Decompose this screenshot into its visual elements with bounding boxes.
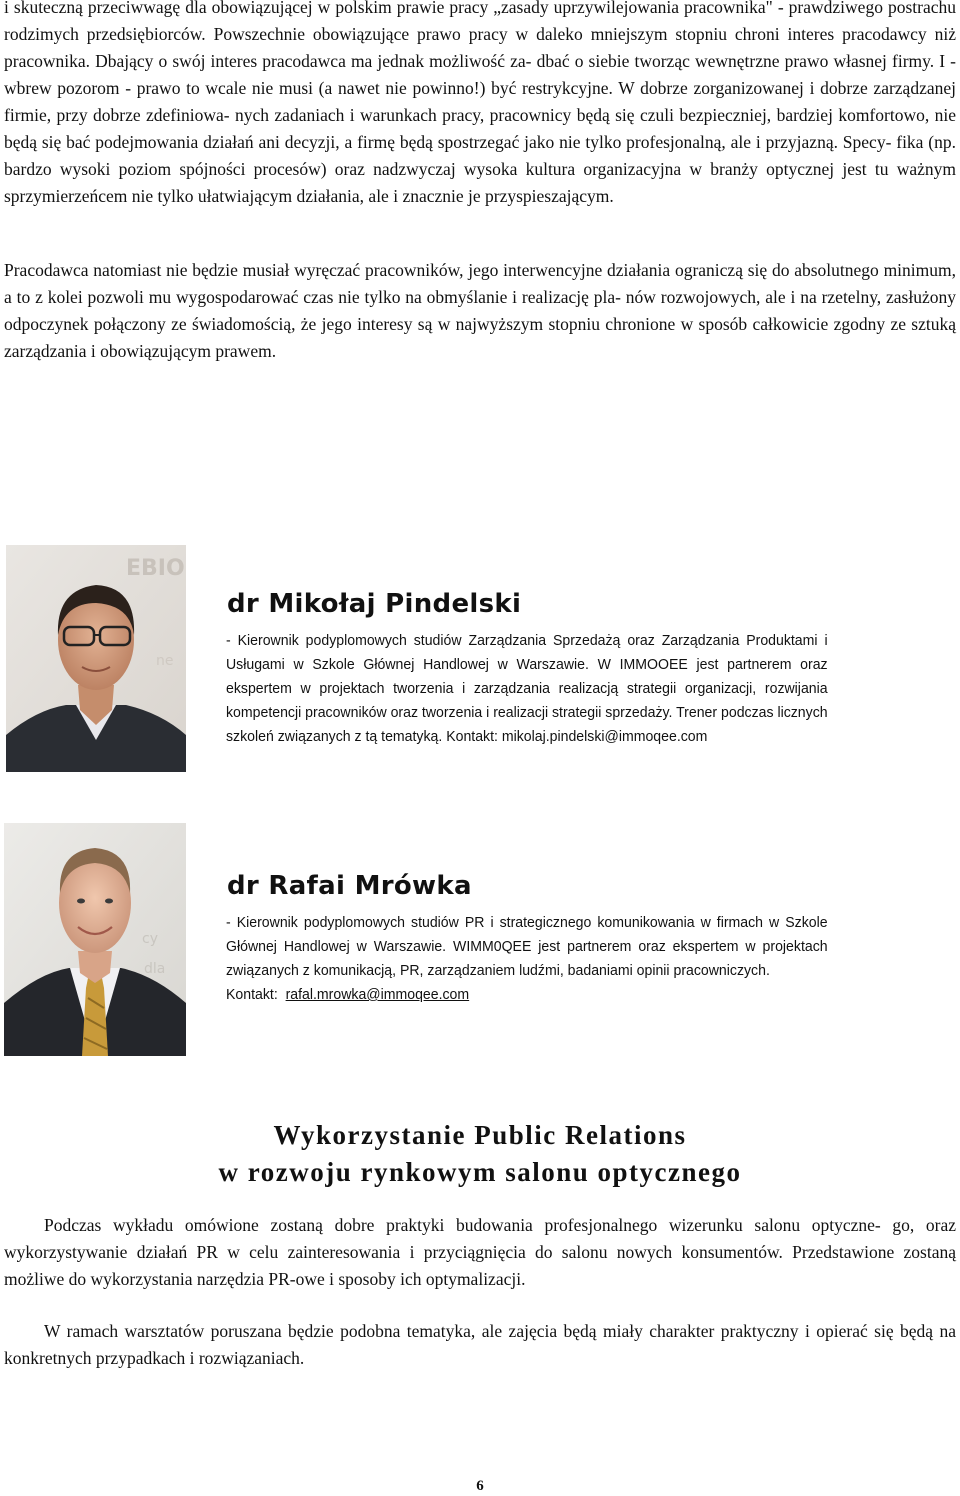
section-paragraph-2: W ramach warsztatów poruszana będzie podobna tematyka, ale zajęcia będą miały charakter praktyczny i opierać się będą na konkretnych przypadkach i rozwiązaniach. <box>4 1321 956 1368</box>
speaker-bio-2-text: - Kierownik podyplomowych studiów PR i strategicznego komunikowania w firmach w Szkole Głównej Handlowej w Warszawie. WIMM0QEE jest partnerem oraz ekspertem w projektach związanych z komunikacją, PR, zarządzaniem ludźmi, badaniami opinii pracowniczych. <box>226 914 828 979</box>
speaker-name-2: dr Rafai Mrówka <box>227 871 472 901</box>
svg-text:EBIO: EBIO <box>126 556 185 581</box>
intro-paragraph-2: Pracodawca natomiast nie będzie musiał wyręczać pracowników, jego interwencyjne działania ograniczą się do absolutnego minimum, a to z kolei pozwoli mu wygospodarować czas nie tylko na obmyślanie i realizację pla- nów rozwojowych, ale i na rzetelny, zasłużony odpoczynek połączony ze świadomością, że jego interesy są w najwyższym stopniu chronione w sposób całkowicie zgodny ze sztuką zarządzania i obowiązującym prawem. <box>4 260 956 361</box>
page-number: 6 <box>476 1478 484 1494</box>
section-title-line-1: Wykorzystanie Public Relations <box>273 1120 687 1150</box>
speaker-bio-2 <box>226 911 828 1007</box>
svg-text:cy: cy <box>142 931 158 947</box>
speaker-photo-pindelski <box>6 545 186 772</box>
contact-email-link[interactable]: rafal.mrowka@immoqee.com <box>285 986 470 1003</box>
intro-paragraph-1: i skuteczną przeciwwagę dla obowiązującej w polskim prawie pracy „zasady uprzywilejowania pracownika" - prawdziwego postrachu rodzimych przedsiębiorców. Powszechnie obowiązujące prawo pracy w daleko mniejszym stopniu chroni interes pracodawcy niż pracownika. Dbający o swój interes pracodawca ma jednak możliwość za- dbać o siebie tworząc wewnętrzne prawo własnej firmy. I - wbrew pozorom - prawo to wcale nie musi (a nawet nie powinno!) być restrykcyjne. W dobrze zorganizowanej i dobrze zarządzanej firmie, przy dobrze zdefiniowa- nych zadaniach i warunkach pracy, pracownicy będą się czuli bezpieczniej, bardziej komfortowo, nie będą się bać podejmowania działań ani decyzji, a firmę będą spostrzegać jako nie tylko profesjonalną, ale i przyjazną. Specy- fika (np. bardzo wysoki poziom spójności procesów) oraz nadzwyczaj wysoka kultura organizacyjna w branży optycznej jest tu ważnym sprzymierzeńcem nie tylko ułatwiającym działania, ale i znacznie je przyspieszającym. <box>4 0 956 206</box>
speaker-contact-2 <box>226 983 828 1007</box>
speaker-photo-mrowka <box>4 823 186 1056</box>
svg-text:dla: dla <box>144 961 166 977</box>
svg-text:ne: ne <box>156 653 174 669</box>
speaker-bio-1: - Kierownik podyplomowych studiów Zarządzania Sprzedażą oraz Zarządzania Produktami i Usługami w Szkole Głównej Handlowej w Warszawie. W IMMOOEE jest partnerem oraz ekspertem w projektach tworzenia i zarządzania realizacją strategii organizacji, rozwijania kompetencji pracowników oraz tworzenia i realizacji strategii sprzedaży. Trener podczas licznych szkoleń związanych z tą tematyką. Kontakt: mikolaj.pindelski@immoqee.com <box>226 632 828 745</box>
section-title-line-2: w rozwoju rynkowym salonu optycznego <box>218 1157 742 1187</box>
contact-label: Kontakt: <box>226 986 278 1003</box>
speaker-name-1: dr Mikołaj Pindelski <box>227 589 522 619</box>
section-paragraph-1: Podczas wykładu omówione zostaną dobre praktyki budowania profesjonalnego wizerunku salonu optyczne- go, oraz wykorzystywanie działań PR w celu zainteresowania i przyciągnięcia do salonu nowych konsumentów. Przedstawione zostaną możliwe do wykorzystania narzędzia PR-owe i sposoby ich optymalizacji. <box>4 1215 956 1289</box>
